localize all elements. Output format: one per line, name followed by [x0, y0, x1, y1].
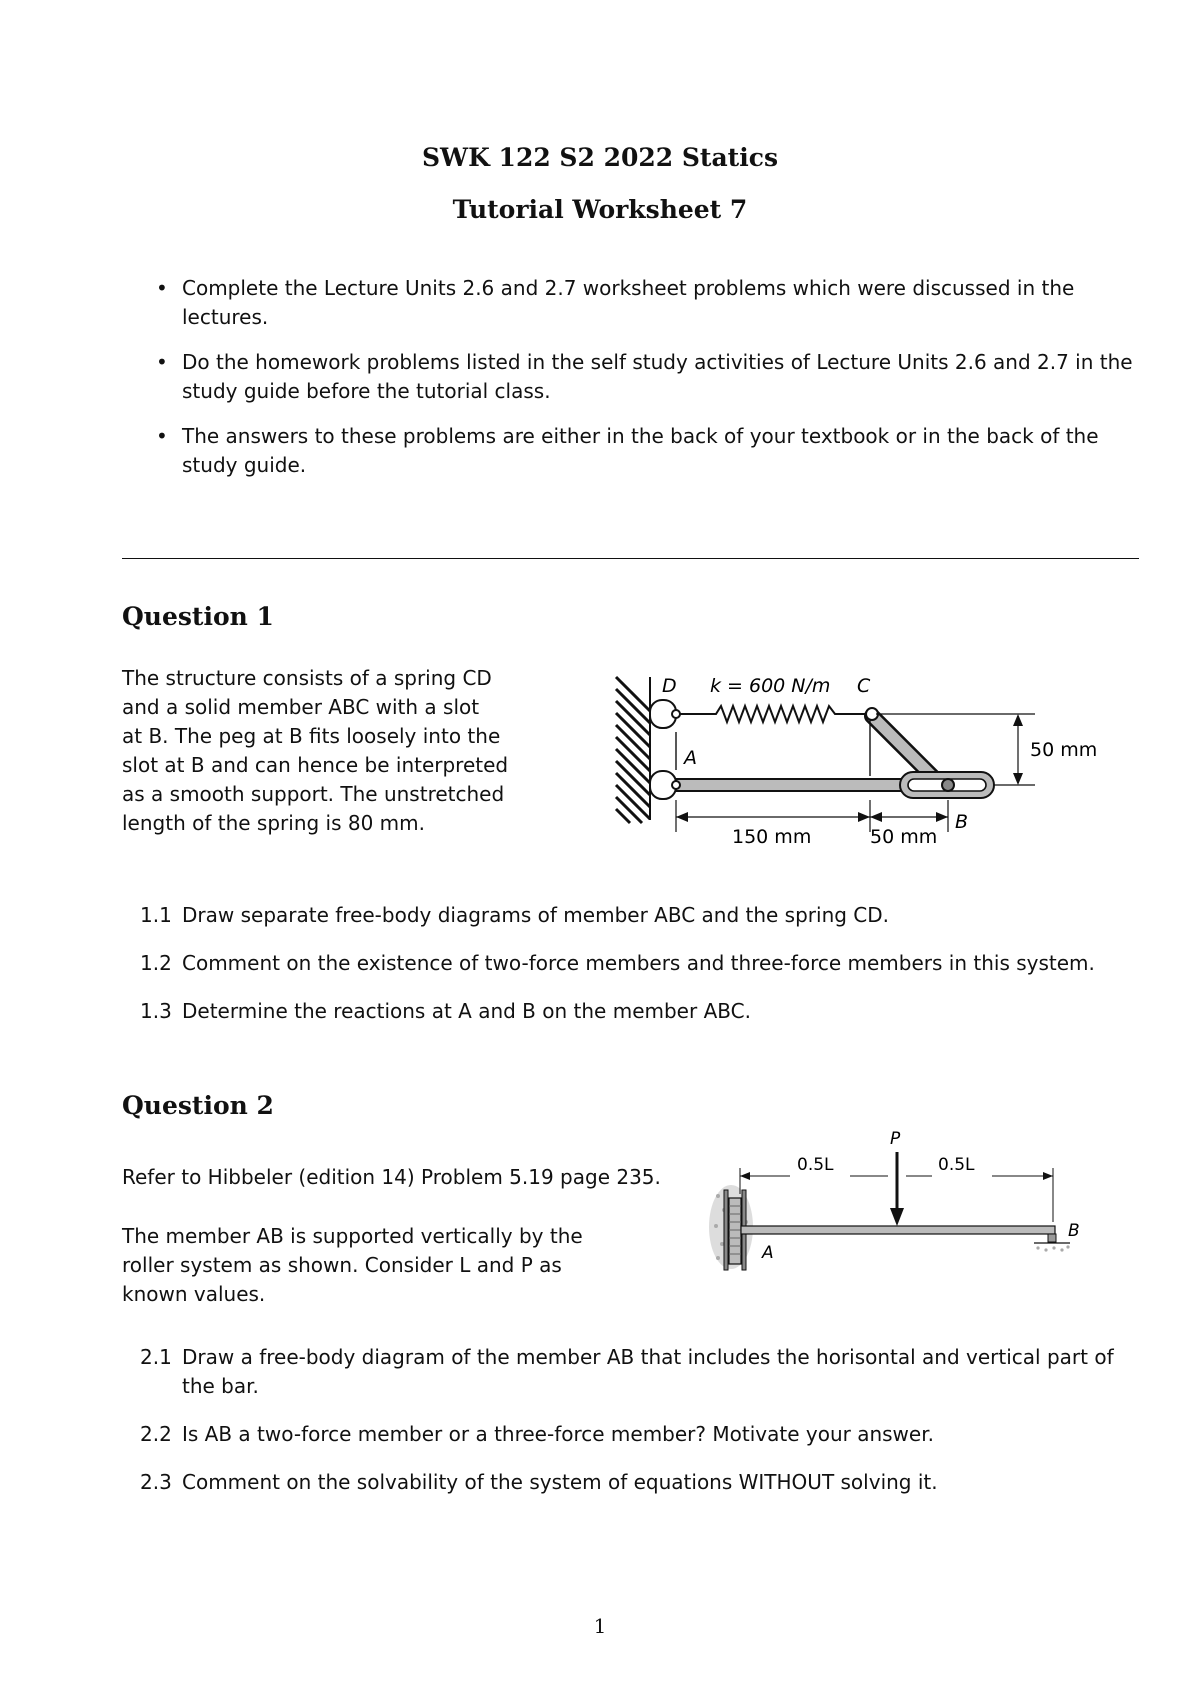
sub-question-number: 1.2 [140, 951, 172, 975]
arrowhead [1013, 773, 1023, 785]
question-2-reference: Refer to Hibbeler (edition 14) Problem 5.19 page 235. [122, 1165, 661, 1189]
sub-question-number: 1.3 [140, 999, 172, 1023]
question-1-items [140, 901, 1140, 1045]
sub-question-text: Determine the reactions at A and B on the member ABC. [182, 999, 751, 1023]
support-b [1034, 1234, 1070, 1252]
question-2-text [122, 1222, 642, 1309]
divider [122, 558, 1139, 559]
text-line: as a smooth support. The unstretched [122, 782, 505, 806]
sub-question-number: 2.3 [140, 1470, 172, 1494]
sub-question-text: Comment on the solvability of the system of equations WITHOUT solving it. [182, 1470, 938, 1494]
text-line: slot at B and can hence be interpreted [122, 753, 509, 777]
sub-question [140, 1420, 1140, 1449]
sub-question [140, 1343, 1140, 1401]
question-2-items [140, 1343, 1140, 1516]
force-p-arrowhead [890, 1208, 904, 1226]
question-2-figure [700, 1120, 1100, 1280]
page-subtitle: Tutorial Worksheet 7 [452, 195, 748, 224]
fixed-wall [616, 677, 650, 823]
arrowhead [858, 812, 870, 822]
sub-question [140, 1468, 1140, 1497]
dimension-label-50: 50 mm [870, 826, 938, 848]
text-line: The structure consists of a spring CD [122, 666, 492, 690]
instruction-list [150, 274, 1140, 496]
text-line: The member AB is supported vertically by the [122, 1224, 583, 1248]
sub-question [140, 997, 1140, 1026]
sub-question-number: 2.2 [140, 1422, 172, 1446]
label-b: B [1068, 1221, 1080, 1241]
label-d: D [662, 675, 677, 697]
label-p: P [890, 1129, 901, 1149]
label-a: A [684, 747, 697, 769]
pin-a [672, 781, 680, 789]
text-line: and a solid member ABC with a slot [122, 695, 480, 719]
text-line: known values. [122, 1282, 266, 1306]
text-line: at B. The peg at B fits loosely into the [122, 724, 501, 748]
page-title: SWK 122 S2 2022 Statics [421, 143, 779, 172]
dimension-label-vertical: 50 mm [1030, 739, 1098, 761]
text-line: length of the spring is 80 mm. [122, 811, 426, 835]
sub-question-text: Draw a free-body diagram of the member AB that includes the horisontal and vertical part of the bar. [182, 1345, 1114, 1398]
spring-constant-label: k = 600 N/m [710, 675, 831, 697]
sub-question-text: Comment on the existence of two-force members and three-force members in this system. [182, 951, 1095, 975]
label-a: A [762, 1243, 774, 1263]
member-ab [741, 1226, 1055, 1234]
dimension-label-150: 150 mm [732, 826, 812, 848]
sub-question [140, 949, 1140, 978]
page-number: 1 [593, 1614, 607, 1638]
arrowhead [740, 1172, 750, 1180]
arrowhead [1043, 1172, 1053, 1180]
arrowhead [1013, 714, 1023, 726]
dimension-label-right: 0.5L [938, 1155, 975, 1175]
spring-cd [680, 706, 870, 722]
peg-b [942, 779, 954, 791]
question-2-heading: Question 2 [122, 1091, 274, 1120]
sub-question-text: Draw separate free-body diagrams of member ABC and the spring CD. [182, 903, 890, 927]
instruction-item: • The answers to these problems are either in the back of your textbook or in the back of the study guide. [150, 422, 1140, 480]
arrowhead [870, 812, 882, 822]
sub-question-number: 1.1 [140, 903, 172, 927]
instruction-item: • Complete the Lecture Units 2.6 and 2.7 worksheet problems which were discussed in the lectures. [150, 274, 1140, 332]
sub-question-text: Is AB a two-force member or a three-force member? Motivate your answer. [182, 1422, 934, 1446]
member-ab [676, 779, 906, 791]
arrowhead [676, 812, 688, 822]
question-1-figure [600, 665, 1120, 865]
arrowhead [936, 812, 948, 822]
question-1-text [122, 664, 542, 838]
label-c: C [857, 675, 871, 697]
sub-question [140, 901, 1140, 930]
label-b: B [955, 811, 969, 833]
text-line: roller system as shown. Consider L and P as [122, 1253, 562, 1277]
pin-d [672, 710, 680, 718]
question-1-heading: Question 1 [122, 602, 274, 631]
instruction-item: • Do the homework problems listed in the self study activities of Lecture Units 2.6 and 2.7 in the study guide before the tutorial class. [150, 348, 1140, 406]
sub-question-number: 2.1 [140, 1345, 172, 1369]
dimension-label-left: 0.5L [797, 1155, 834, 1175]
